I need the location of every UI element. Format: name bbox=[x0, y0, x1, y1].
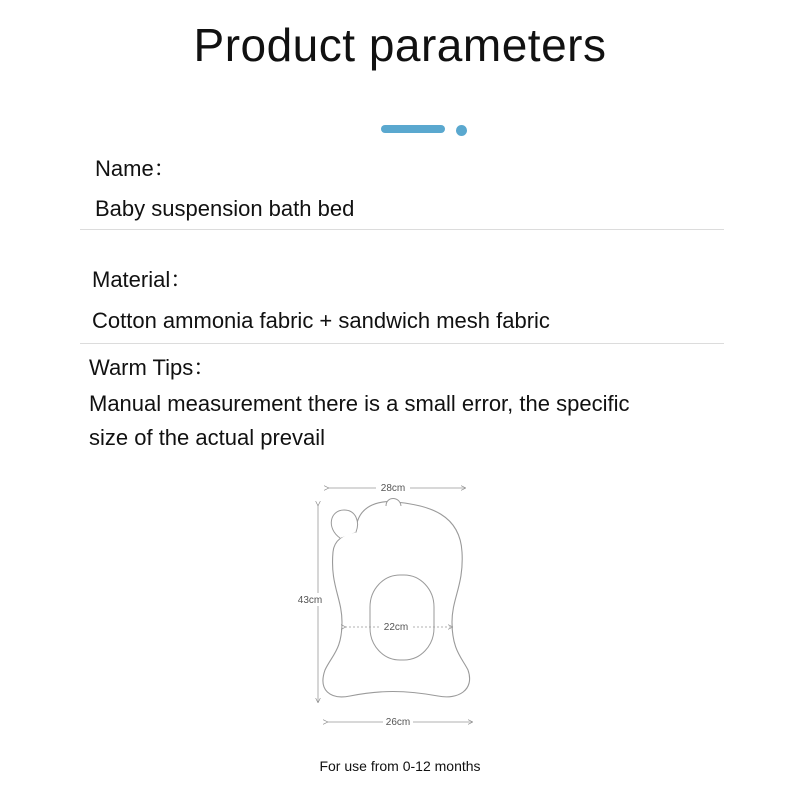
page-title: Product parameters bbox=[193, 19, 607, 71]
inner-opening bbox=[370, 575, 434, 660]
warm-tips-line-2: size of the actual prevail bbox=[89, 425, 326, 450]
bottom-width-dimension bbox=[327, 715, 472, 728]
height-text: 43cm bbox=[297, 595, 323, 606]
warm-tips-line-1: Manual measurement there is a small error, the specific bbox=[89, 391, 630, 416]
top-tab-icon bbox=[386, 499, 401, 507]
bottom-width-text: 26cm bbox=[385, 717, 411, 728]
age-caption: For use from 0-12 months bbox=[319, 758, 481, 774]
top-width-dimension bbox=[328, 481, 465, 494]
material-label: Material： bbox=[92, 267, 193, 292]
top-width-text: 28cm bbox=[380, 483, 406, 494]
material-value: Cotton ammonia fabric + sandwich mesh fabric bbox=[92, 308, 550, 333]
height-dimension bbox=[295, 505, 325, 702]
inner-width-text: 22cm bbox=[383, 622, 409, 633]
name-label: Name： bbox=[95, 156, 176, 181]
warm-tips-label: Warm Tips： bbox=[89, 355, 216, 380]
name-value: Baby suspension bath bed bbox=[95, 196, 355, 221]
